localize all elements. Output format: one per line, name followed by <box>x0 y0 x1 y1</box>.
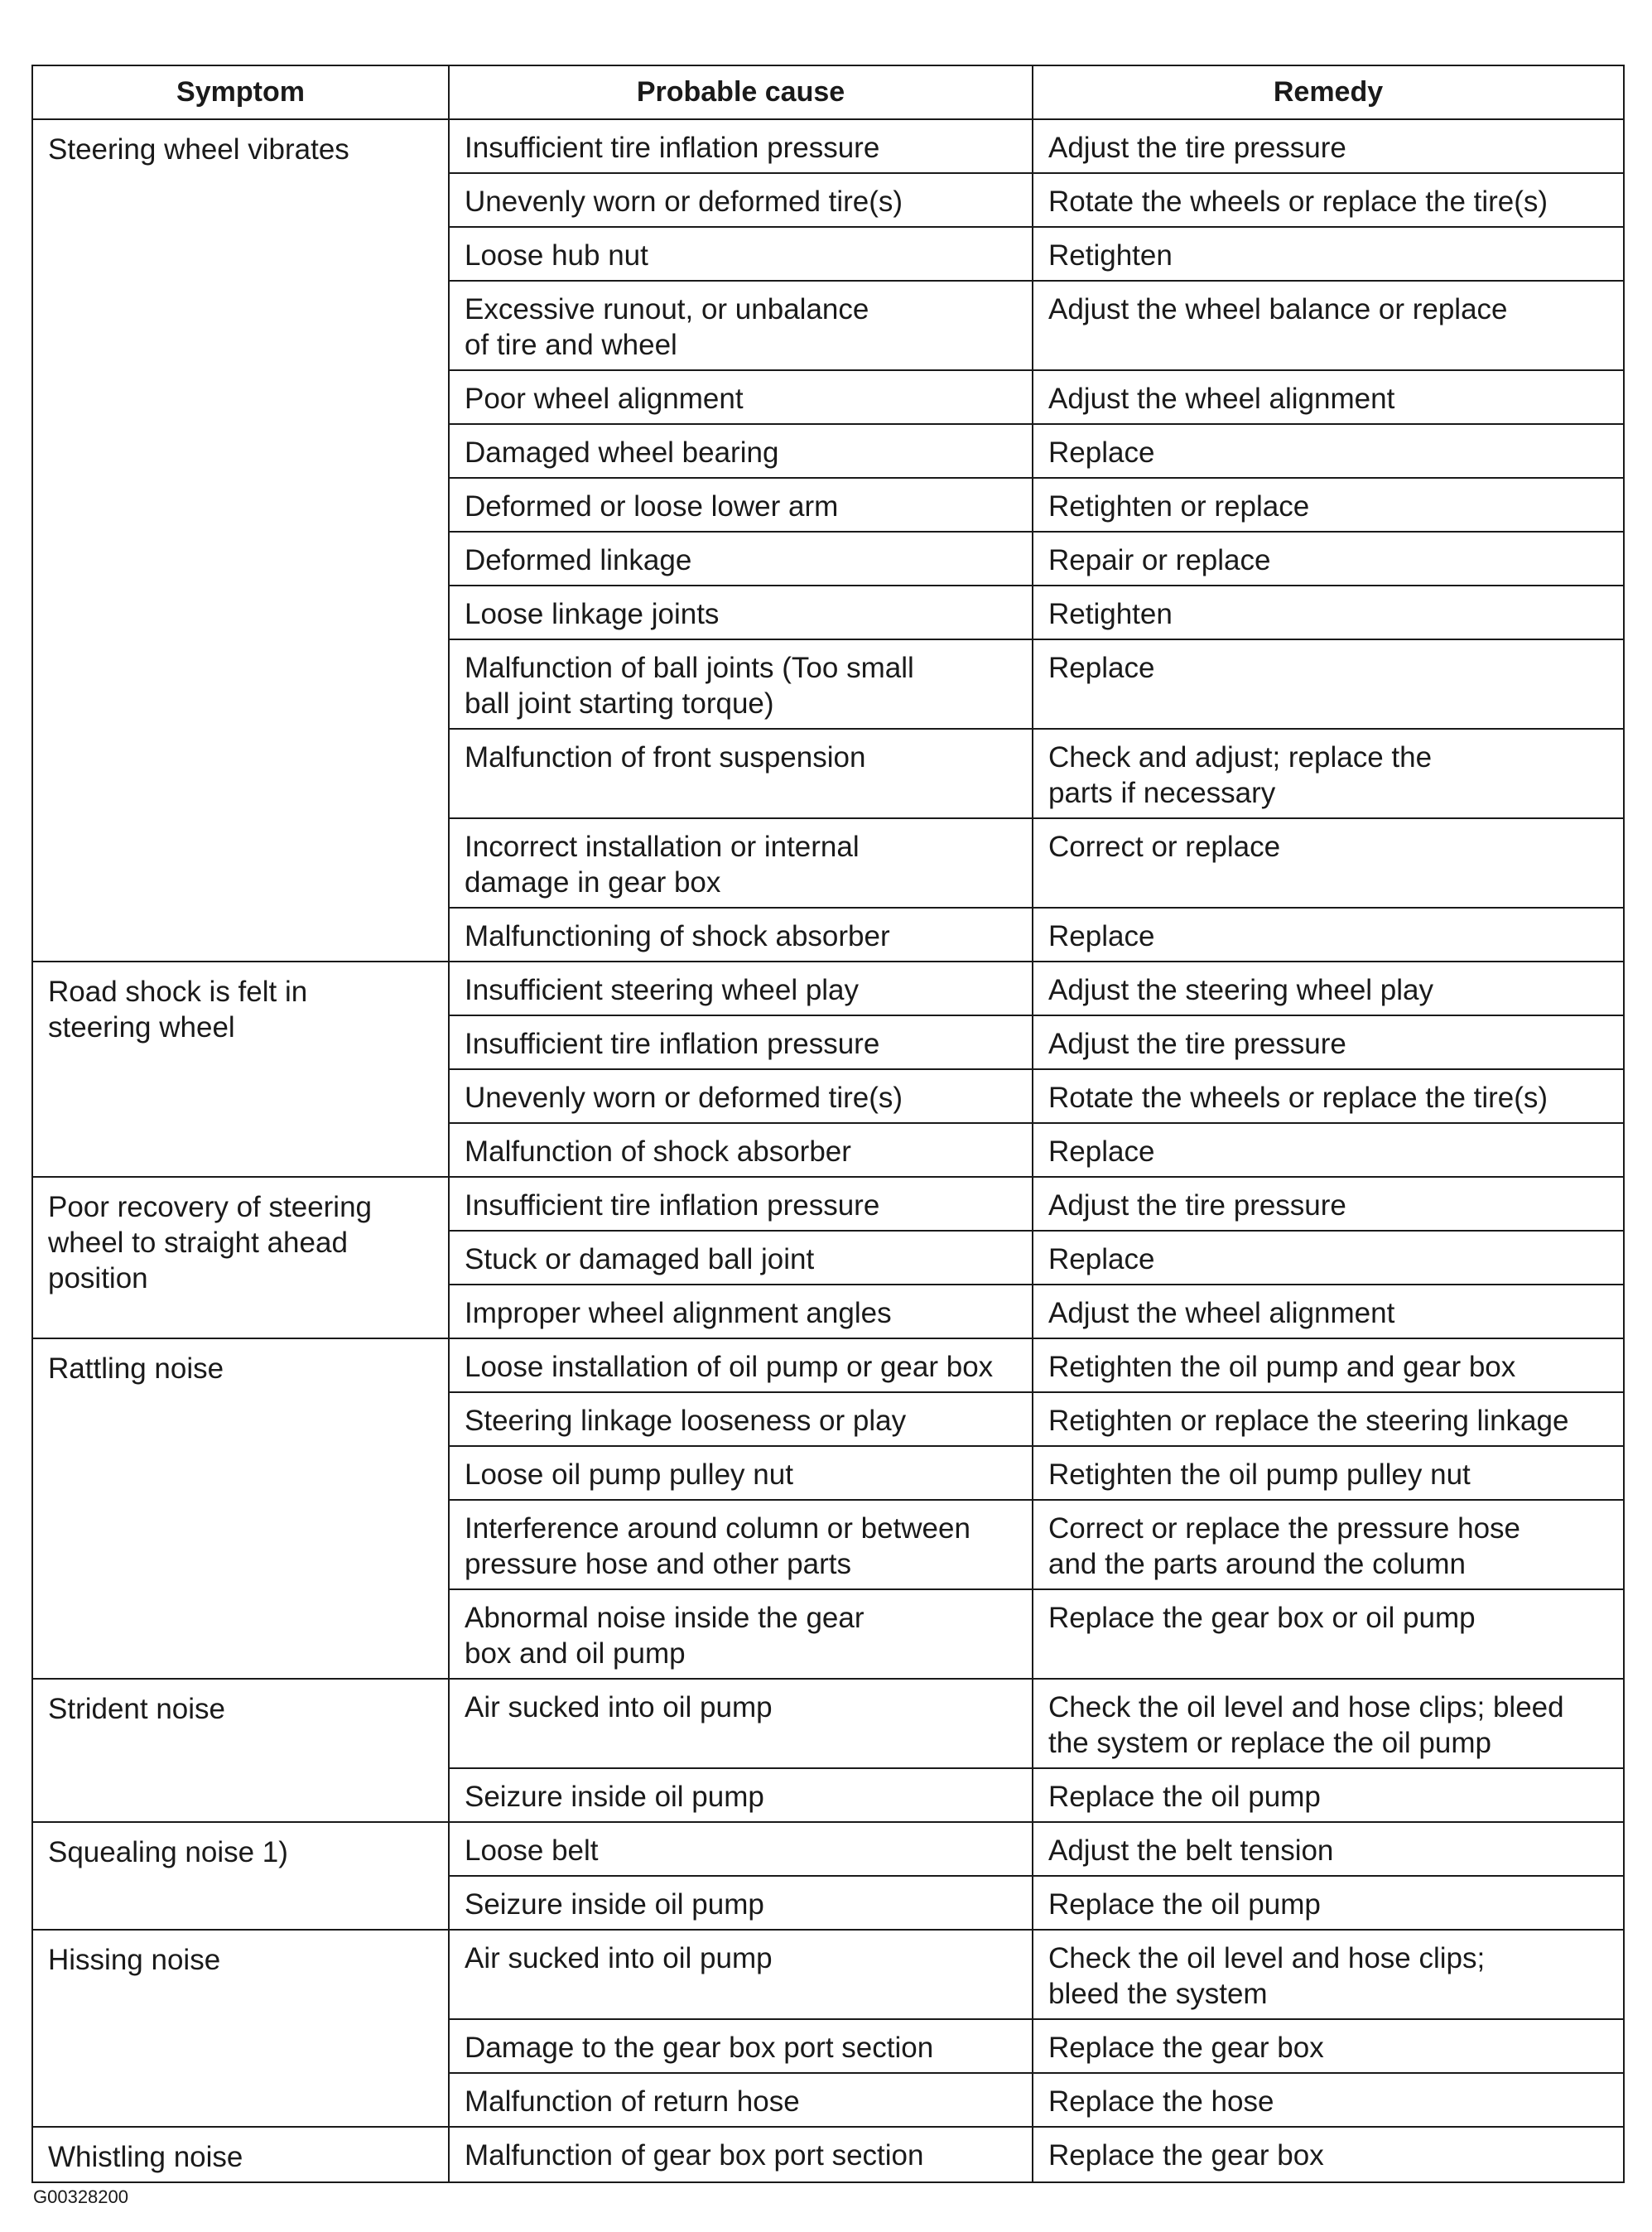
probable-cause-cell: Loose belt <box>449 1822 1033 1876</box>
symptom-cell: Strident noise <box>32 1679 449 1822</box>
remedy-cell: Retighten <box>1033 227 1624 281</box>
remedy-cell: Adjust the tire pressure <box>1033 1177 1624 1231</box>
probable-cause-cell: Insufficient tire inflation pressure <box>449 1177 1033 1231</box>
probable-cause-cell: Seizure inside oil pump <box>449 1768 1033 1822</box>
remedy-cell: Adjust the tire pressure <box>1033 1015 1624 1069</box>
remedy-cell: Replace <box>1033 1231 1624 1285</box>
header-symptom: Symptom <box>32 65 449 119</box>
probable-cause-cell: Insufficient tire inflation pressure <box>449 1015 1033 1069</box>
remedy-cell: Replace the oil pump <box>1033 1876 1624 1930</box>
symptom-cell: Rattling noise <box>32 1338 449 1679</box>
remedy-cell: Replace the oil pump <box>1033 1768 1624 1822</box>
probable-cause-cell: Air sucked into oil pump <box>449 1930 1033 2019</box>
remedy-cell: Check the oil level and hose clips; bleed the system or replace the oil pump <box>1033 1679 1624 1768</box>
probable-cause-cell: Loose installation of oil pump or gear box <box>449 1338 1033 1392</box>
table-row <box>32 962 1624 1015</box>
remedy-cell: Retighten or replace the steering linkage <box>1033 1392 1624 1446</box>
symptom-cell: Hissing noise <box>32 1930 449 2127</box>
remedy-cell: Adjust the steering wheel play <box>1033 962 1624 1015</box>
remedy-cell: Adjust the tire pressure <box>1033 119 1624 173</box>
probable-cause-cell: Incorrect installation or internal damage in gear box <box>449 818 1033 908</box>
probable-cause-cell: Malfunction of shock absorber <box>449 1123 1033 1177</box>
header-probable-cause: Probable cause <box>449 65 1033 119</box>
probable-cause-cell: Improper wheel alignment angles <box>449 1285 1033 1338</box>
remedy-cell: Replace the gear box or oil pump <box>1033 1589 1624 1679</box>
probable-cause-cell: Deformed linkage <box>449 532 1033 586</box>
probable-cause-cell: Stuck or damaged ball joint <box>449 1231 1033 1285</box>
table-body <box>32 119 1624 2182</box>
remedy-cell: Adjust the wheel alignment <box>1033 370 1624 424</box>
probable-cause-cell: Malfunction of front suspension <box>449 729 1033 818</box>
remedy-cell: Replace the gear box <box>1033 2019 1624 2073</box>
remedy-cell: Replace the gear box <box>1033 2127 1624 2182</box>
header-remedy: Remedy <box>1033 65 1624 119</box>
remedy-cell: Repair or replace <box>1033 532 1624 586</box>
remedy-cell: Replace <box>1033 908 1624 962</box>
probable-cause-cell: Seizure inside oil pump <box>449 1876 1033 1930</box>
remedy-cell: Check the oil level and hose clips; bleed the system <box>1033 1930 1624 2019</box>
probable-cause-cell: Loose oil pump pulley nut <box>449 1446 1033 1500</box>
remedy-cell: Replace <box>1033 424 1624 478</box>
table-row <box>32 1930 1624 2019</box>
symptom-cell: Poor recovery of steering wheel to straight ahead position <box>32 1177 449 1338</box>
remedy-cell: Retighten <box>1033 586 1624 639</box>
probable-cause-cell: Loose linkage joints <box>449 586 1033 639</box>
probable-cause-cell: Unevenly worn or deformed tire(s) <box>449 1069 1033 1123</box>
probable-cause-cell: Unevenly worn or deformed tire(s) <box>449 173 1033 227</box>
remedy-cell: Adjust the wheel balance or replace <box>1033 281 1624 370</box>
remedy-cell: Rotate the wheels or replace the tire(s) <box>1033 173 1624 227</box>
remedy-cell: Retighten the oil pump pulley nut <box>1033 1446 1624 1500</box>
remedy-cell: Check and adjust; replace the parts if necessary <box>1033 729 1624 818</box>
remedy-cell: Correct or replace <box>1033 818 1624 908</box>
probable-cause-cell: Poor wheel alignment <box>449 370 1033 424</box>
probable-cause-cell: Damage to the gear box port section <box>449 2019 1033 2073</box>
remedy-cell: Replace <box>1033 639 1624 729</box>
remedy-cell: Correct or replace the pressure hose and the parts around the column <box>1033 1500 1624 1589</box>
table-row <box>32 1177 1624 1231</box>
remedy-cell: Adjust the wheel alignment <box>1033 1285 1624 1338</box>
probable-cause-cell: Loose hub nut <box>449 227 1033 281</box>
table-row <box>32 1822 1624 1876</box>
symptom-cell: Whistling noise <box>32 2127 449 2182</box>
figure-code: G00328200 <box>33 2186 128 2207</box>
remedy-cell: Replace <box>1033 1123 1624 1177</box>
remedy-cell: Rotate the wheels or replace the tire(s) <box>1033 1069 1624 1123</box>
probable-cause-cell: Insufficient tire inflation pressure <box>449 119 1033 173</box>
probable-cause-cell: Steering linkage looseness or play <box>449 1392 1033 1446</box>
probable-cause-cell: Deformed or loose lower arm <box>449 478 1033 532</box>
symptom-cell: Road shock is felt in steering wheel <box>32 962 449 1177</box>
probable-cause-cell: Insufficient steering wheel play <box>449 962 1033 1015</box>
header-row <box>32 65 1624 119</box>
symptom-cell: Squealing noise 1) <box>32 1822 449 1930</box>
probable-cause-cell: Malfunction of gear box port section <box>449 2127 1033 2182</box>
probable-cause-cell: Air sucked into oil pump <box>449 1679 1033 1768</box>
remedy-cell: Adjust the belt tension <box>1033 1822 1624 1876</box>
probable-cause-cell: Damaged wheel bearing <box>449 424 1033 478</box>
table-row <box>32 2127 1624 2182</box>
remedy-cell: Retighten or replace <box>1033 478 1624 532</box>
table-row <box>32 1338 1624 1392</box>
probable-cause-cell: Abnormal noise inside the gear box and oil pump <box>449 1589 1033 1679</box>
probable-cause-cell: Malfunctioning of shock absorber <box>449 908 1033 962</box>
symptom-cell: Steering wheel vibrates <box>32 119 449 962</box>
table-row <box>32 119 1624 173</box>
table-row <box>32 1679 1624 1768</box>
remedy-cell: Replace the hose <box>1033 2073 1624 2127</box>
probable-cause-cell: Malfunction of ball joints (Too small ball joint starting torque) <box>449 639 1033 729</box>
probable-cause-cell: Interference around column or between pressure hose and other parts <box>449 1500 1033 1589</box>
probable-cause-cell: Malfunction of return hose <box>449 2073 1033 2127</box>
troubleshooting-table <box>31 65 1625 2183</box>
remedy-cell: Retighten the oil pump and gear box <box>1033 1338 1624 1392</box>
probable-cause-cell: Excessive runout, or unbalance of tire and wheel <box>449 281 1033 370</box>
